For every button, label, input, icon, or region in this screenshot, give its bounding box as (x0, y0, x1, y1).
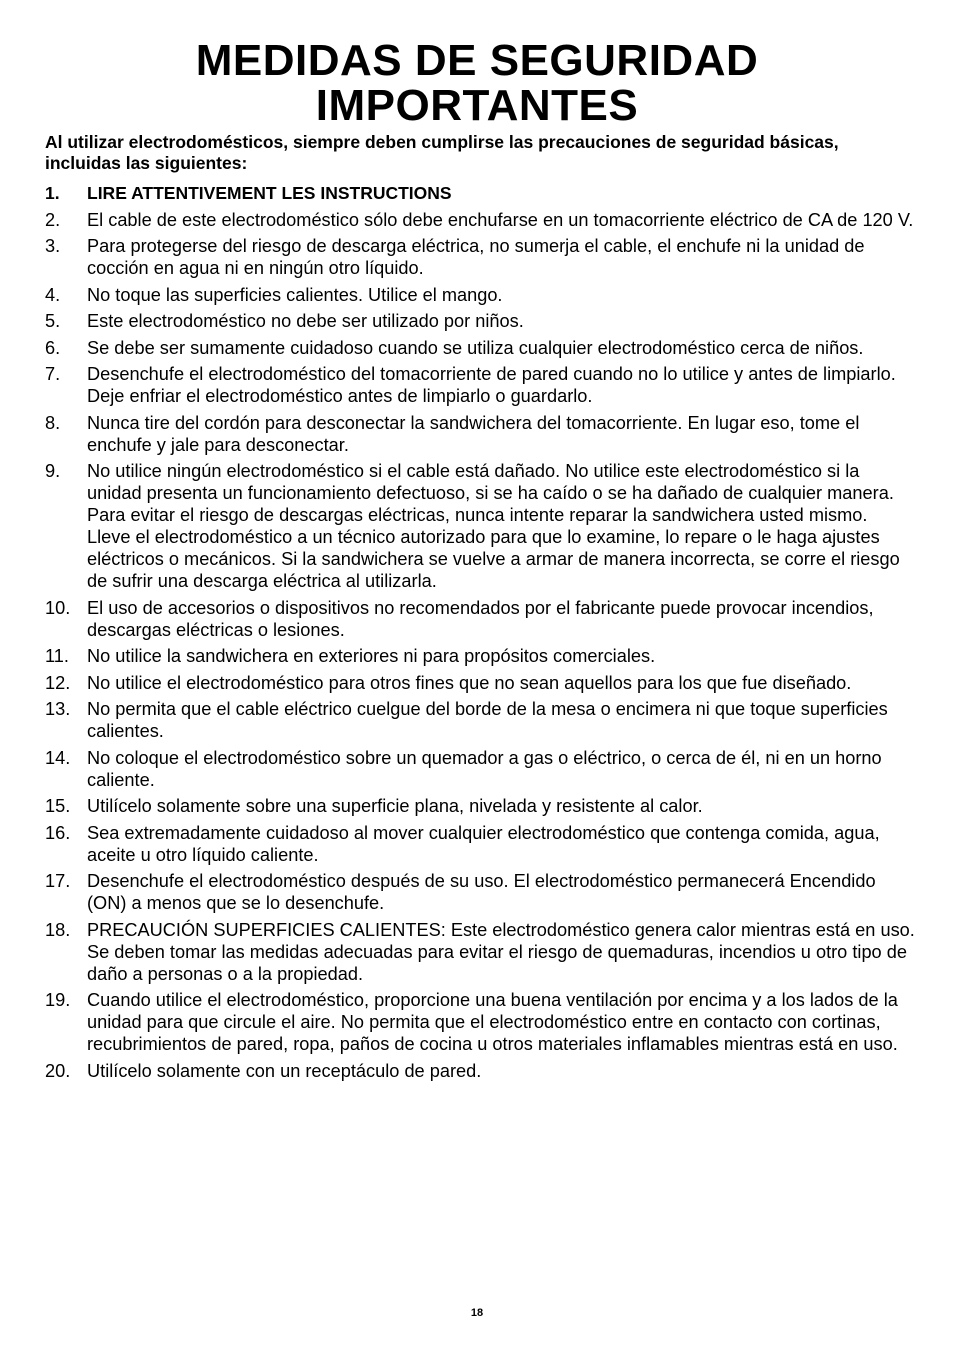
item-text: Desenchufe el electrodoméstico del tomacorriente de pared cuando no lo utilice y antes de limpiarlo. Deje enfriar el electrodoméstico antes de limpiarlo o guardarlo. (87, 364, 896, 406)
item-number: 13. (45, 699, 71, 719)
page-title-line-2: IMPORTANTES (315, 81, 639, 130)
item-number: 9. (45, 461, 61, 481)
list-item (45, 672, 915, 694)
list-item (45, 235, 915, 279)
intro-paragraph: Al utilizar electrodomésticos, siempre deben cumplirse las precauciones de seguridad básicas, incluidas las siguientes: (45, 132, 839, 173)
item-text: Para protegerse del riesgo de descarga eléctrica, no sumerja el cable, el enchufe ni la unidad de cocción en agua ni en ningún otro líquido. (87, 236, 865, 278)
item-number: 8. (45, 412, 61, 433)
list-item (45, 822, 915, 866)
item-number: 16. (45, 822, 71, 843)
item-number: 5. (45, 311, 61, 331)
item-text: Utilícelo solamente con un receptáculo de pared. (87, 1060, 482, 1081)
item-number: 4. (45, 284, 61, 305)
item-text: Desenchufe el electrodoméstico después de su uso. El electrodoméstico permanecerá Encendido (ON) a menos que se lo desenchufe. (87, 871, 876, 913)
item-number: 15. (45, 796, 71, 816)
page-title (0, 38, 954, 128)
list-item (45, 182, 915, 204)
list-item (45, 412, 915, 456)
item-number: 20. (45, 1060, 71, 1081)
item-text: Se debe ser sumamente cuidadoso cuando se utiliza cualquier electrodoméstico cerca de niños. (87, 337, 864, 358)
list-item (45, 209, 915, 231)
list-item (45, 310, 915, 332)
item-text: No permita que el cable eléctrico cuelgue del borde de la mesa o encimera ni que toque superficies calientes. (87, 699, 888, 741)
item-text: No utilice la sandwichera en exteriores ni para propósitos comerciales. (87, 646, 656, 666)
item-number: 2. (45, 209, 61, 230)
item-text: El uso de accesorios o dispositivos no recomendados por el fabricante puede provocar incendios, descargas eléctricas o lesiones. (87, 597, 874, 640)
list-item (45, 795, 915, 817)
item-number: 18. (45, 919, 71, 940)
item-number: 12. (45, 672, 71, 693)
item-number: 3. (45, 236, 61, 256)
safety-instructions-list (45, 182, 915, 1086)
list-item (45, 1060, 915, 1082)
page-title-line-1: MEDIDAS DE SEGURIDAD (195, 36, 759, 85)
item-number: 17. (45, 871, 71, 891)
list-item (45, 460, 915, 592)
item-text: No toque las superficies calientes. Utilice el mango. (87, 284, 503, 305)
item-number: 6. (45, 337, 61, 358)
item-text: Sea extremadamente cuidadoso al mover cualquier electrodoméstico que contenga comida, agua, aceite u otro líquido caliente. (87, 822, 880, 865)
list-item (45, 337, 915, 359)
item-number: 19. (45, 990, 71, 1010)
item-number: 1. (45, 183, 60, 203)
item-number: 10. (45, 597, 71, 618)
list-item (45, 870, 915, 914)
list-item (45, 747, 915, 791)
item-text: Cuando utilice el electrodoméstico, proporcione una buena ventilación por encima y a los lados de la unidad para que circule el aire. No permita que el electrodoméstico entre en contacto con cortinas, recubrimientos de pared, ropa, paños de cocina u otros materiales inflamables mientras está en uso. (87, 990, 898, 1054)
list-item (45, 363, 915, 407)
item-text: El cable de este electrodoméstico sólo debe enchufarse en un tomacorriente eléctrico de CA de 120 V. (87, 209, 914, 230)
list-item (45, 989, 915, 1055)
item-text: No utilice el electrodoméstico para otros fines que no sean aquellos para los que fue diseñado. (87, 672, 852, 693)
list-item (45, 698, 915, 742)
item-number: 11. (45, 646, 69, 666)
item-text: LIRE ATTENTIVEMENT LES INSTRUCTIONS (87, 183, 452, 203)
list-item (45, 597, 915, 641)
item-text: No utilice ningún electrodoméstico si el cable está dañado. No utilice este electrodoméstico si la unidad presenta un funcionamiento defectuoso, si se ha caído o se ha dañado de cualquier manera. Para evitar el riesgo de descargas eléctricas, nunca intente reparar la sandwichera usted mismo. Lleve el electrodoméstico a un técnico autorizado para que lo examine, lo repare o le haga ajustes eléctricos o mecánicos. Si la sandwichera se vuelve a armar de manera incorrecta, se corre el riesgo de sufrir una descarga eléctrica al utilizarla. (87, 461, 900, 591)
item-text: PRECAUCIÓN SUPERFICIES CALIENTES: Este electrodoméstico genera calor mientras está en uso. Se deben tomar las medidas adecuadas para evitar el riesgo de quemaduras, incendios u otro tipo de daño a personas o a la propiedad. (87, 919, 915, 984)
page-number: 18 (470, 1307, 484, 1319)
list-item (45, 919, 915, 985)
item-number: 14. (45, 747, 71, 768)
item-text: No coloque el electrodoméstico sobre un quemador a gas o eléctrico, o cerca de él, ni en un horno caliente. (87, 747, 882, 790)
item-text: Nunca tire del cordón para desconectar la sandwichera del tomacorriente. En lugar eso, tome el enchufe y jale para desconectar. (87, 412, 860, 455)
item-number: 7. (45, 364, 61, 384)
list-item (45, 645, 915, 667)
item-text: Este electrodoméstico no debe ser utilizado por niños. (87, 311, 524, 331)
list-item (45, 284, 915, 306)
item-text: Utilícelo solamente sobre una superficie plana, nivelada y resistente al calor. (87, 796, 703, 816)
